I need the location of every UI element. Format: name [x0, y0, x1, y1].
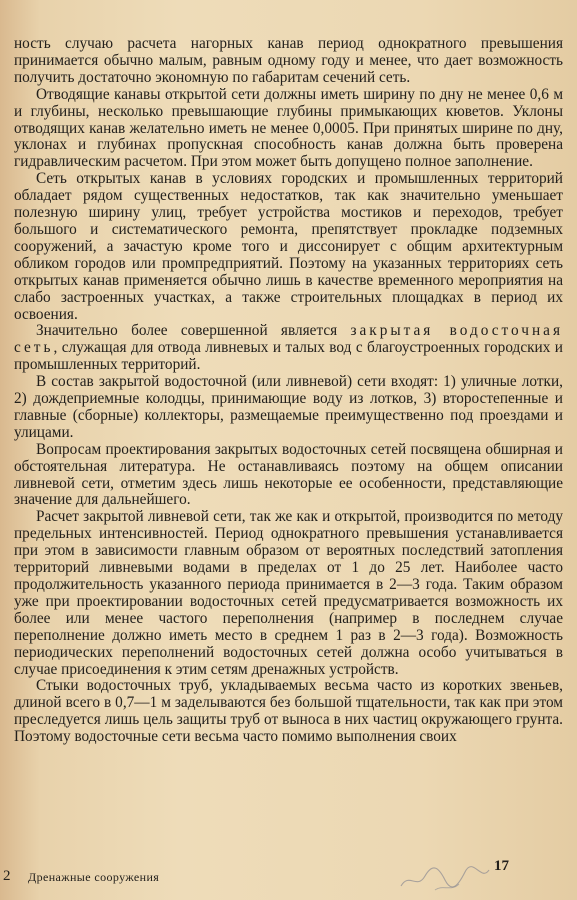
pencil-scribble-mark	[395, 862, 505, 894]
closed-network-purpose: , служащая для отвода ливневых и талых вод с благоустроенных городских и промышленных территорий.	[14, 339, 563, 374]
paragraph-calculation-method: Расчет закрытой ливневой сети, так же как и открытой, производится по методу предельных интенсивностей. Период однократного превышения устанавливается при этом в зависимости главным образом от вероятных последствий затопления территорий ливневыми водами в пределах от 1 до 25 лет. Наиболее часто продолжительность указанного периода принимается в 2—3 года. Таким образом уже при проектировании водосточных сетей предусматривается возможность их более или менее частого переполнения (например в последнем случае переполнение должно иметь место в среднем 1 раз в 2—3 года). Возможность периодических переполнений водосточных сетей должна особо учитываться в случае присоединения к этим сетям дренажных устройств.	[14, 508, 563, 678]
closed-network-intro: Значительно более совершенной является	[36, 322, 351, 340]
paragraph-closed-storm-network	[14, 323, 563, 374]
page-number-right: 17	[494, 858, 509, 874]
paragraph-continuation: ность случаю расчета нагорных канав период однократного превышения принимается обычно малым, равным одному году и менее, что дает возможность получить достаточно экономную по габаритам сечений сеть.	[14, 35, 563, 86]
page-number-left: 2	[3, 868, 11, 884]
paragraph-literature: Вопросам проектирования закрытых водосточных сетей посвящена обширная и обстоятельная литература. Не останавливаясь поэтому на общем описании ливневой сети, отметим здесь лишь некоторые ее особенности, представляющие значение для дальнейшего.	[14, 440, 563, 509]
paragraph-drainage-ditch-dimensions: Отводящие канавы открытой сети должны иметь ширину по дну не менее 0,6 м и глубины, несколько превышающие глубины примыкающих кюветов. Уклоны отводящих канав желательно иметь не менее 0,0005. При принятых ширине по дну, уклонах и глубинах пропускная способность канав должна быть проверена гидравлическим расчетом. При этом может быть допущено полное заполнение.	[14, 85, 563, 171]
running-section-title: Дренажные сооружения	[28, 870, 160, 884]
paragraph-open-ditch-drawbacks: Сеть открытых канав в условиях городских и промышленных территорий обладает рядом существенных недостатков, так как значительно уменьшает полезную ширину улиц, требует устройства мостиков и переходов, требует большого и систематического ремонта, препятствует прокладке подземных сооружений, а зачастую кроме того и диссонирует с общим архитектурным обликом городов или промпредприятий. Поэтому на указанных территориях сеть открытых канав применяется обычно лишь в качестве временного мероприятия на слабо застроенных участках, а также строительных площадках в период их освоения.	[14, 170, 563, 323]
paragraph-pipe-joints: Стыки водосточных труб, укладываемых весьма часто из коротких звеньев, длиной всего в 0,7—1 м заделываются без большой тщательности, так как при этом преследуется лишь цель защиты труб от выноса в них частиц окружающего грунта. Поэтому водосточные сети весьма часто помимо выполнения своих	[14, 677, 563, 746]
paragraph-network-composition: В состав закрытой водосточной (или ливневой) сети входят: 1) уличные лотки, 2) дождеприемные колодцы, принимающие воду из лотков, 3) второстепенные и главные (сборные) коллекторы, размещаемые преимущественно под проездами и улицами.	[14, 373, 563, 441]
closed-network-term: закрытая водосточная сеть	[14, 322, 563, 357]
